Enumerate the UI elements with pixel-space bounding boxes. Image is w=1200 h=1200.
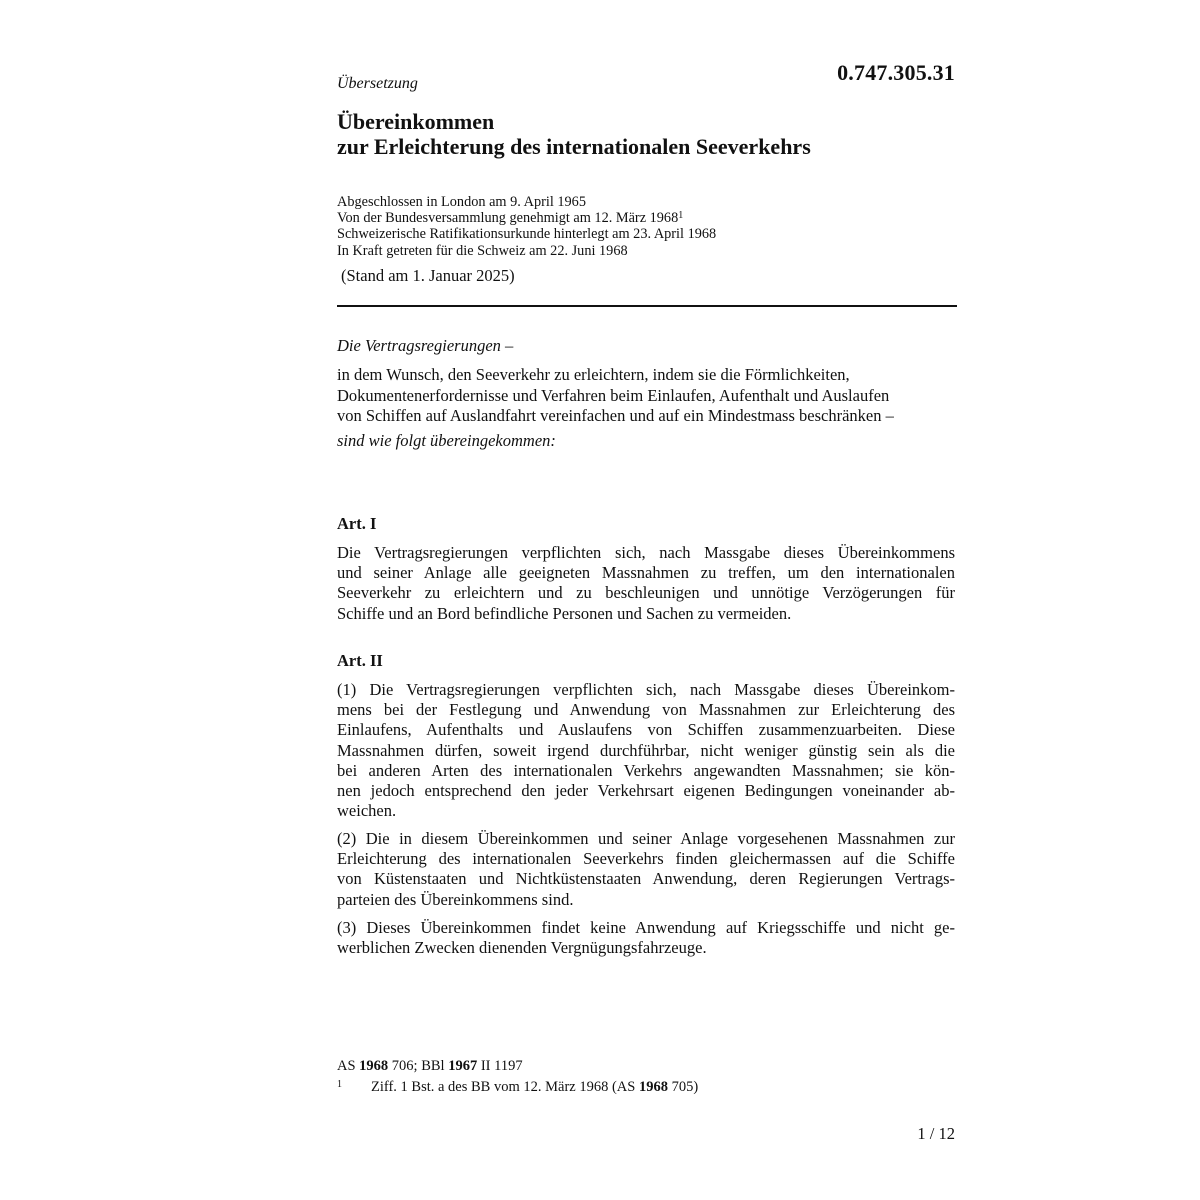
text-line: weichen. xyxy=(337,801,397,821)
preamble-text xyxy=(337,365,957,427)
text-line: nen jedoch entsprechend den jeder Verkehrsart eigenen Bedingungen voneinander ab- xyxy=(337,781,955,801)
preamble-intro: Die Vertragsregierungen – xyxy=(337,336,514,355)
preamble-line: in dem Wunsch, den Seeverkehr zu erleichtern, indem sie die Förmlichkeiten, xyxy=(337,365,850,384)
footnote-1-text-a: Ziff. 1 Bst. a des BB vom 12. März 1968 (AS xyxy=(371,1079,639,1095)
sr-number: 0.747.305.31 xyxy=(837,60,955,85)
meta-ratification: Schweizerische Ratifikationsurkunde hinterlegt am 23. April 1968 xyxy=(337,226,717,243)
preamble-line: Dokumentenerfordernisse und Verfahren beim Einlaufen, Aufenthalt und Auslaufen xyxy=(337,385,890,405)
bbl-rest: II 1197 xyxy=(477,1058,523,1074)
official-publication-reference xyxy=(337,1058,523,1075)
text-line: (1) Die Vertragsregierungen verpflichten sich, nach Massgabe dieses Übereinkom- xyxy=(337,680,955,699)
footnote-1 xyxy=(337,1079,698,1096)
preamble-line: von Schiffen auf Auslandfahrt vereinfachen und auf ein Mindestmass beschränken – xyxy=(337,406,894,425)
text-line: parteien des Übereinkommens sind. xyxy=(337,889,574,909)
page-number: 1 / 12 xyxy=(917,1124,955,1143)
translation-label: Übersetzung xyxy=(337,75,418,92)
meta-concluded: Abgeschlossen in London am 9. April 1965 xyxy=(337,194,586,210)
article-2-heading: Art. II xyxy=(337,651,383,670)
meta-approved: Von der Bundesversammlung genehmigt am 12. März 1968 xyxy=(337,210,679,227)
article-2-paragraph-2 xyxy=(337,829,955,910)
text-line: Seeverkehr zu erleichtern und zu beschleunigen und unnötige Verzögerungen für xyxy=(337,583,955,603)
title-line-1: Übereinkommen xyxy=(337,109,495,134)
status-date: (Stand am 1. Januar 2025) xyxy=(341,266,515,285)
footnote-1-year: 1968 xyxy=(638,1079,668,1095)
text-line: (2) Die in diesem Übereinkommen und seiner Anlage vorgesehenen Massnahmen zur xyxy=(337,829,955,848)
as-prefix: AS xyxy=(337,1058,360,1074)
text-line: und seiner Anlage alle geeigneten Massnahmen zu treffen, um den internationalen xyxy=(337,563,955,583)
text-line: Einlaufens, Aufenthalts und Auslaufens von Schiffen zusammenzuarbeiten. Diese xyxy=(337,720,955,740)
title-line-2: zur Erleichterung des internationalen Seeverkehrs xyxy=(337,134,811,159)
document-title xyxy=(337,109,811,159)
text-line: Massnahmen dürfen, soweit irgend durchführbar, nicht weniger günstig sein als die xyxy=(337,740,955,760)
footnote-1-text-b: 705) xyxy=(667,1079,699,1095)
text-line: bei anderen Arten des internationalen Verkehrs angewandten Massnahmen; sie kön- xyxy=(337,760,955,780)
meta-approved-line xyxy=(337,210,716,226)
text-line: Schiffe und an Bord befindliche Personen und Sachen zu vermeiden. xyxy=(337,603,792,623)
article-1-heading: Art. I xyxy=(337,514,377,533)
footnote-1-mark: 1 xyxy=(337,1079,342,1090)
header-divider xyxy=(337,305,957,307)
preamble-closing: sind wie folgt übereingekommen: xyxy=(337,431,556,450)
text-line: Erleichterung des internationalen Seeverkehrs finden gleichermassen auf die Schiffe xyxy=(337,849,955,869)
text-line: werblichen Zwecken dienenden Vergnügungsfahrzeuge. xyxy=(337,938,707,958)
article-2-paragraph-1 xyxy=(337,680,955,821)
as-year: 1968 xyxy=(359,1058,389,1074)
article-2-paragraph-3 xyxy=(337,918,955,958)
footnote-ref-1[interactable]: 1 xyxy=(678,210,684,222)
article-1-text xyxy=(337,543,955,624)
as-page: 706; BBl xyxy=(388,1058,449,1074)
meta-in-force: In Kraft getreten für die Schweiz am 22. Juni 1968 xyxy=(337,242,628,259)
text-line: Die Vertragsregierungen verpflichten sich, nach Massgabe dieses Übereinkommens xyxy=(337,543,955,562)
text-line: mens bei der Festlegung und Anwendung von Massnahmen zur Erleichterung des xyxy=(337,700,955,720)
bbl-year: 1967 xyxy=(448,1058,478,1074)
document-metadata xyxy=(337,194,716,259)
text-line: von Küstenstaaten und Nichtküstenstaaten Anwendung, deren Regierungen Vertrags- xyxy=(337,869,955,889)
text-line: (3) Dieses Übereinkommen findet keine Anwendung auf Kriegsschiffe und nicht ge- xyxy=(337,918,955,937)
